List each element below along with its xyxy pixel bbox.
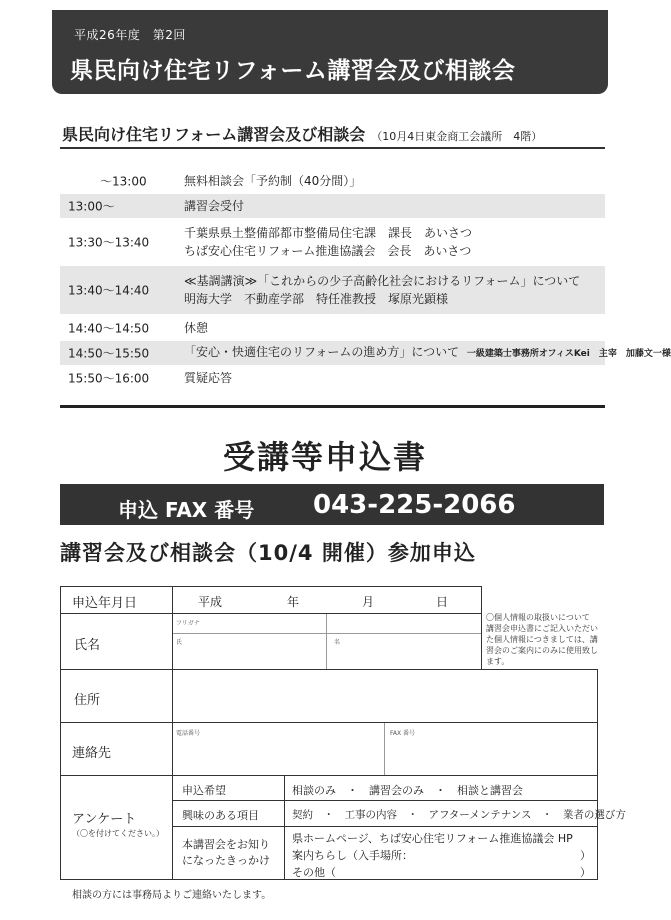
schedule-desc: 無料相談会「予約制（40分間）」 (184, 174, 362, 188)
header-banner (52, 10, 608, 94)
fax-field-label: FAX 番号 (390, 730, 416, 737)
contact-label: 連絡先 (72, 746, 112, 761)
event-title (62, 122, 542, 145)
schedule-desc: 講習会受付 (184, 199, 245, 213)
q2-options[interactable]: 契約 ・ 工事の内容 ・ アフターメンテナンス ・ 業者の選び方 (292, 809, 626, 821)
schedule-row (60, 316, 605, 340)
schedule-time: 14:50～15:50 (68, 346, 150, 361)
name-label: 氏名 (74, 638, 101, 653)
schedule-desc (184, 224, 472, 260)
q1-options[interactable]: 相談のみ ・ 講習会のみ ・ 相談と講習会 (292, 784, 523, 797)
footnote: 相談の方には事務局よりご連絡いたします。 (72, 890, 272, 901)
event-venue: （10月4日東金商工会議所 4階） (371, 130, 543, 143)
q3-label-line1: 本講習会をお知り (182, 838, 270, 851)
surname-label: 氏 (176, 639, 183, 646)
schedule-row (60, 366, 605, 390)
given-name-label: 名 (334, 639, 341, 646)
schedule-desc: 質疑応答 (184, 371, 233, 385)
schedule-time: 14:40～14:50 (68, 321, 150, 336)
name-input[interactable] (175, 616, 475, 666)
schedule-row (60, 194, 605, 218)
q3-option-homepage[interactable]: 県ホームページ、ちば安心住宅リフォーム推進協議会 HP (292, 832, 573, 845)
schedule-desc-line1: 「安心・快適住宅のリフォームの進め方」について (184, 345, 460, 359)
date-day: 日 (436, 595, 449, 609)
schedule-desc-line1: 千葉県県土整備部都市整備局住宅課 課長 あいさつ (184, 226, 473, 240)
survey-note: （〇を付けてください。） (72, 829, 164, 838)
schedule-desc-line2: 明海大学 不動産学部 特任准教授 塚原光顕様 (184, 292, 449, 306)
date-era: 平成 (198, 595, 223, 609)
phone-label: 電話番号 (176, 730, 201, 737)
q2-label: 興味のある項目 (182, 809, 259, 822)
date-month: 月 (362, 595, 375, 609)
form-title: 受講等申込書 (222, 438, 427, 476)
q3-flyer-close: ） (580, 849, 591, 862)
schedule-time: ～13:00 (100, 174, 147, 189)
schedule-row (60, 170, 605, 192)
schedule-desc-speaker: 一級建築士事務所オフィスKei 主宰 加藤文一様 (466, 349, 671, 359)
schedule-row (60, 341, 671, 365)
schedule-time: 15:50～16:00 (68, 371, 150, 386)
application-title: 講習会及び相談会（10/4 開催）参加申込 (60, 541, 476, 565)
phone-input[interactable] (175, 735, 380, 771)
schedule-row (60, 220, 605, 264)
schedule-desc (184, 272, 580, 308)
q1-label: 申込希望 (182, 784, 226, 797)
schedule-desc-line1: ≪基調講演≫「これからの少子高齢化社会におけるリフォーム」について (184, 274, 581, 288)
schedule-row (60, 266, 605, 314)
schedule-time: 13:30～13:40 (68, 235, 150, 250)
event-title-text: 県民向け住宅リフォーム講習会及び相談会 (62, 125, 366, 144)
date-label: 申込年月日 (72, 596, 138, 611)
fax-number: 043-225-2066 (313, 490, 516, 520)
address-label: 住所 (74, 693, 101, 708)
fax-label: 申込 FAX 番号 (118, 498, 255, 522)
fax-bar (60, 484, 604, 525)
q3-other-close: ） (580, 866, 591, 879)
furigana-label: フリガナ (176, 620, 200, 627)
date-year: 年 (287, 595, 300, 609)
schedule-desc: 休憩 (184, 321, 209, 335)
schedule-time: 13:00～ (68, 199, 115, 214)
schedule-desc (184, 343, 671, 363)
header-title: 県民向け住宅リフォーム講習会及び相談会 (70, 58, 516, 84)
survey-label: アンケート (72, 812, 137, 827)
fax-input[interactable] (388, 735, 593, 771)
divider (60, 147, 605, 149)
divider (60, 405, 605, 408)
q3-option-flyer[interactable]: 案内ちらし（入手場所： (292, 849, 413, 862)
q3-label-line2: になったきっかけ (182, 854, 270, 867)
address-input[interactable] (175, 672, 593, 720)
header-session: 平成26年度 第2回 (74, 28, 186, 42)
privacy-note: 〇個人情報の取扱いについて 講習会申込書にご記入いただいた個人情報につきましては、講習会のご案内にのみに使用致します。 (486, 613, 598, 666)
q3-option-other[interactable]: その他（ (292, 866, 336, 879)
schedule-time: 13:40～14:40 (68, 283, 150, 298)
schedule-desc-line2: ちば安心住宅リフォーム推進協議会 会長 あいさつ (184, 244, 472, 258)
